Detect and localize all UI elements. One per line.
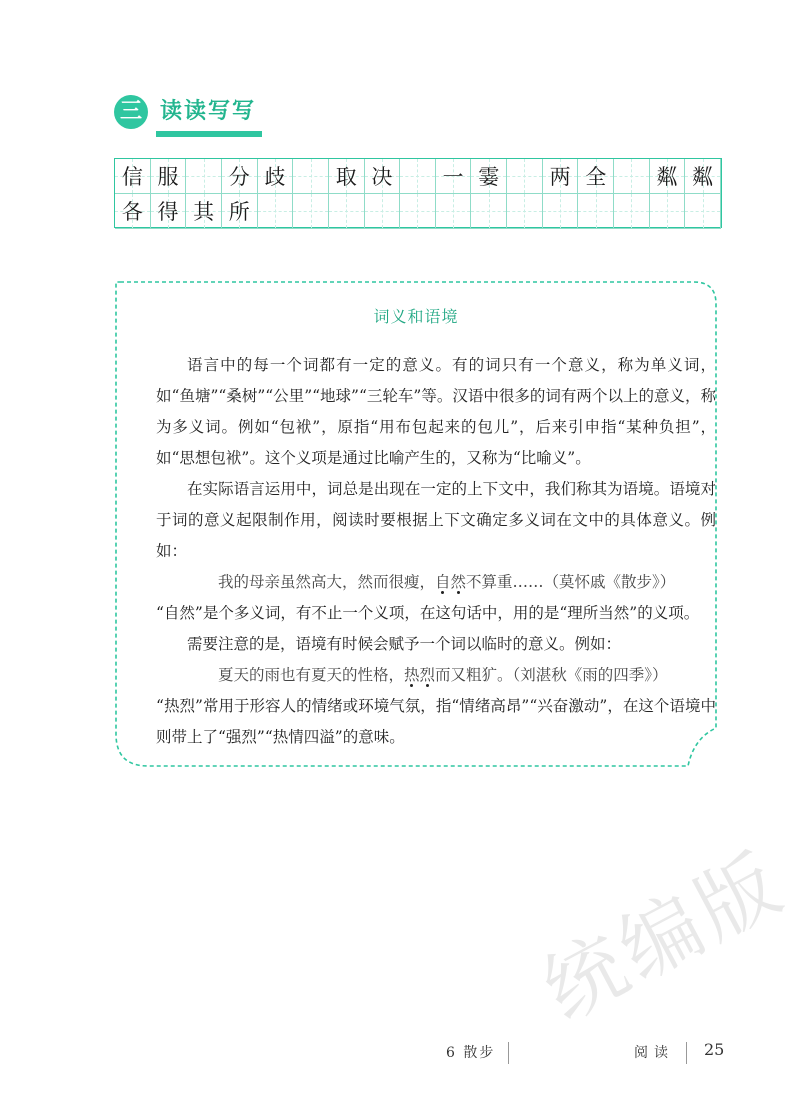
grid-cell: 取	[329, 159, 365, 194]
paragraph: 需要注意的是，语境有时候会赋予一个词以临时的意义。例如：	[187, 635, 622, 653]
grid-cell	[685, 194, 721, 229]
grid-cell	[400, 159, 436, 194]
grid-cell	[578, 194, 614, 229]
example-quote: 夏天的雨也有夏天的性格，热烈而又粗犷。（刘湛秋《雨的四季》）	[218, 666, 668, 684]
grid-cell: 决	[365, 159, 401, 194]
unit-label: 阅读	[634, 1045, 674, 1061]
emphasis-char: 自	[435, 573, 451, 591]
grid-cell: 所	[222, 194, 258, 229]
emphasis-char: 热	[404, 666, 420, 684]
grid-cell	[614, 194, 650, 229]
grid-cell	[650, 194, 686, 229]
knowledge-box	[114, 280, 718, 768]
grid-cell: 一	[436, 159, 472, 194]
grid-cell	[365, 194, 401, 229]
grid-cell	[258, 194, 294, 229]
grid-cell: 歧	[258, 159, 294, 194]
grid-cell: 粼	[685, 159, 721, 194]
grid-cell: 各	[115, 194, 151, 229]
section-number: 三	[119, 99, 142, 124]
grid-cell	[543, 194, 579, 229]
section-number-badge	[114, 95, 148, 129]
page-number: 25	[704, 1040, 725, 1059]
grid-cell: 两	[543, 159, 579, 194]
grid-cell	[507, 194, 543, 229]
grid-cell: 信	[115, 159, 151, 194]
section-underline	[156, 131, 262, 137]
grid-cell: 粼	[650, 159, 686, 194]
grid-cell: 其	[186, 194, 222, 229]
watermark: 统编版	[528, 834, 800, 1039]
writing-grid	[114, 158, 722, 228]
footer-divider	[686, 1042, 687, 1064]
page-footer	[0, 1040, 800, 1064]
grid-cell: 霎	[471, 159, 507, 194]
emphasis-char: 然	[450, 573, 467, 591]
grid-cell: 全	[578, 159, 614, 194]
emphasis-char: 烈	[419, 666, 436, 684]
grid-cell	[436, 194, 472, 229]
grid-cell: 服	[151, 159, 187, 194]
section-header	[114, 92, 256, 132]
paragraph: “自然”是个多义词，有不止一个义项，在这句话中，用的是“理所当然”的义项。	[156, 604, 700, 622]
grid-cell	[400, 194, 436, 229]
knowledge-body	[156, 350, 716, 753]
grid-cell	[293, 159, 329, 194]
grid-cell	[293, 194, 329, 229]
section-title-wrap	[160, 94, 256, 131]
grid-cell	[186, 159, 222, 194]
grid-cell	[329, 194, 365, 229]
grid-cell: 得	[151, 194, 187, 229]
knowledge-title: 词义和语境	[373, 307, 459, 326]
grid-cell: 分	[222, 159, 258, 194]
section-title: 读读写写	[160, 98, 257, 124]
footer-divider	[508, 1042, 509, 1064]
paragraph: 语言中的每一个词都有一定的意义。有的词只有一个意义，称为单义词，如“鱼塘”“桑树”“公里”“地球”“三轮车”等。汉语中很多的词有两个以上的意义，称为多义词。例如“包袱”，原指“用布包起来的包儿”，后来引申指“某种负担”，如“思想包袱”。这个义项是通过比喻产生的，又称为“比喻义”。	[156, 356, 716, 467]
grid-cell	[614, 159, 650, 194]
paragraph: “热烈”常用于形容人的情绪或环境气氛，指“情绪高昂”“兴奋激动”，在这个语境中则带上了“强烈”“热情四溢”的意味。	[156, 697, 716, 746]
example-quote: 我的母亲虽然高大，然而很瘦，自然不算重……（莫怀戚《散步》）	[218, 573, 676, 591]
grid-cell	[471, 194, 507, 229]
grid-cell	[507, 159, 543, 194]
chapter-label: 6 散步	[446, 1045, 496, 1061]
paragraph: 在实际语言运用中，词总是出现在一定的上下文中，我们称其为语境。语境对于词的意义起限制作用，阅读时要根据上下文确定多义词在文中的具体意义。例如：	[156, 480, 716, 560]
